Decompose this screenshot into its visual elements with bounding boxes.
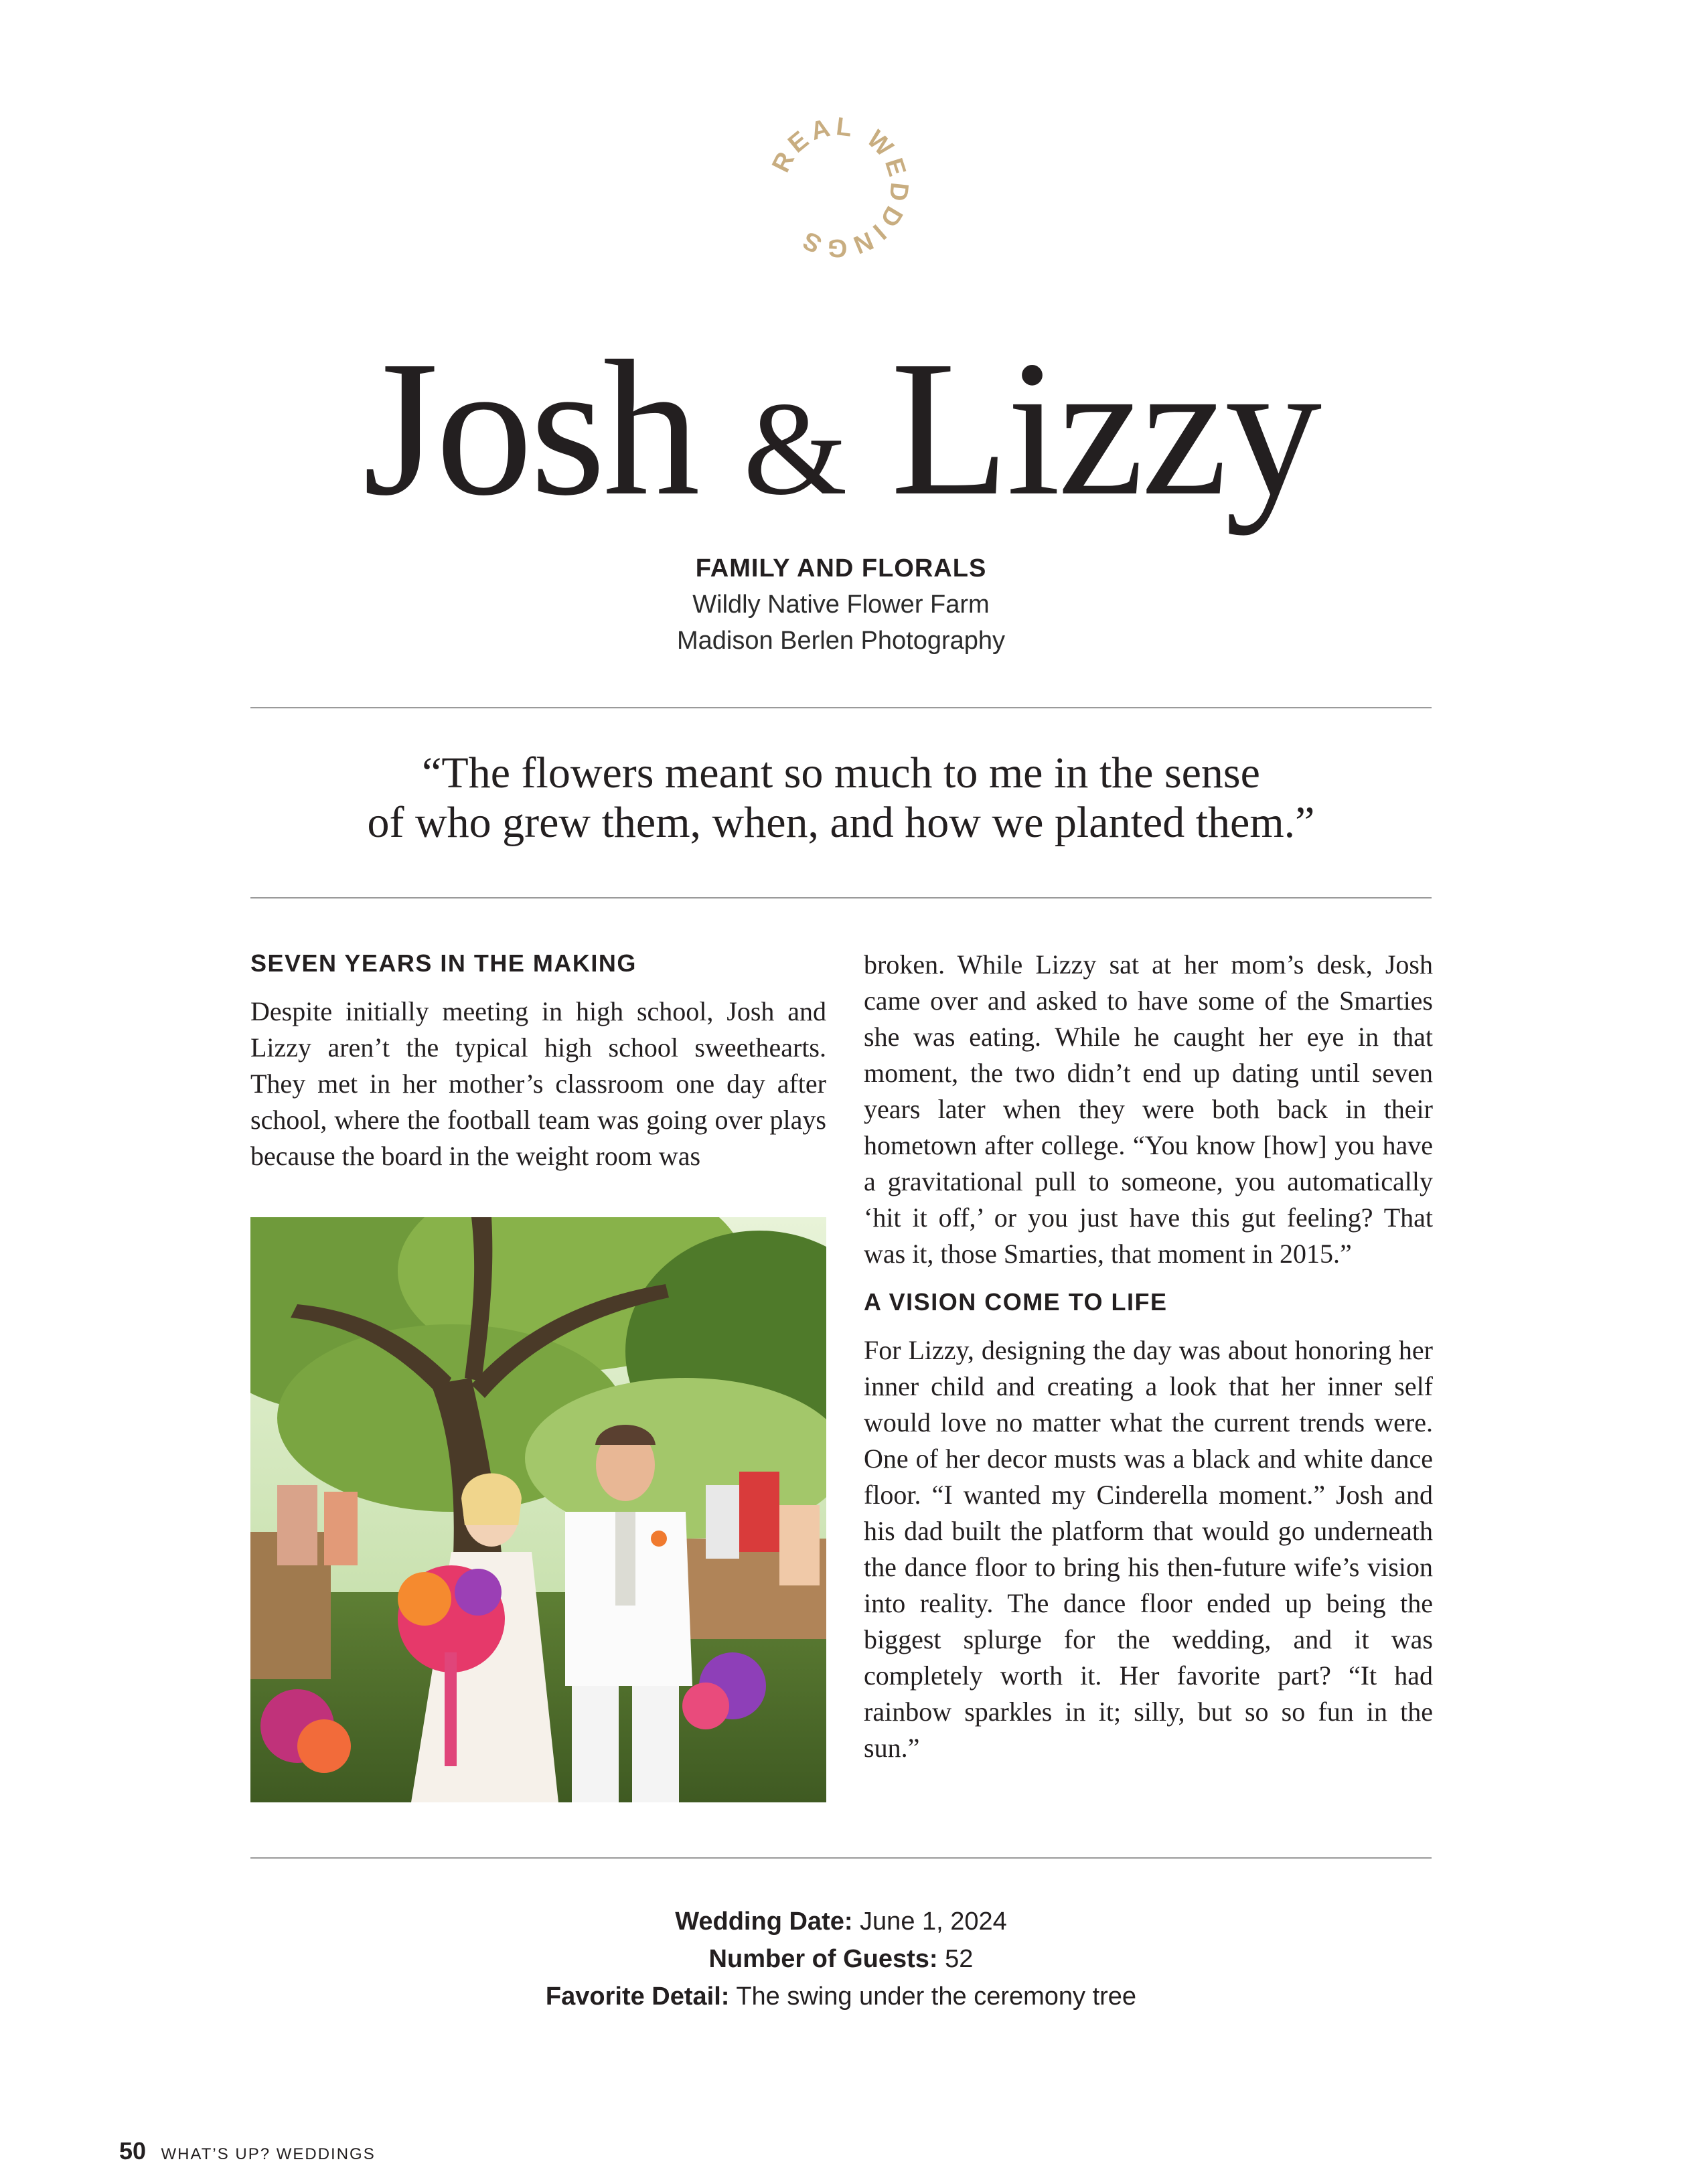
page-footer <box>119 2137 376 2165</box>
article-paragraph-continued: broken. While Lizzy sat at her mom’s desk, Josh came over and asked to have some of the Smarties she was eating. While he caught her eye in that moment, the two didn’t end up dating until seven years later when they were both back in their hometown after college. “You know [how] you have a gravitational pull to someone, you automatically ‘hit it off,’ or you just have this gut feeling? That was it, those Smarties, that moment in 2015.” <box>864 949 1433 1269</box>
fact-wedding-date <box>0 1903 1682 1940</box>
title-name-josh: Josh <box>362 321 698 536</box>
pull-quote-line-1: “The flowers meant so much to me in the sense <box>422 749 1260 797</box>
credit-florist: Wildly Native Flower Farm <box>692 591 990 619</box>
fact-label: Number of Guests: <box>708 1945 938 1973</box>
divider-bottom <box>250 1857 1432 1859</box>
article-column-left <box>250 947 826 1174</box>
credits <box>0 550 1682 659</box>
fact-value: June 1, 2024 <box>860 1907 1007 1936</box>
title-name-lizzy: Lizzy <box>891 321 1320 536</box>
real-weddings-badge <box>758 107 919 268</box>
divider-top <box>250 707 1432 708</box>
divider-quote <box>250 897 1432 899</box>
article-paragraph: For Lizzy, designing the day was about honoring her inner child and creating a look that her inner self would love no matter what the current trends were. One of her decor musts was a black and white dance floor. “I wanted my Cinderella moment.” Josh and his dad built the platform that would go underneath the dance floor to bring his then-future wife’s vision into reality. The dance floor ended up being the biggest splurge for the wedding, and it was completely worth it. Her favorite part? “It had rainbow sparkles in it; silly, but so so fun in the sun.” <box>864 1335 1433 1763</box>
svg-text:REAL WEDDINGS <box>767 112 913 262</box>
fact-value: The swing under the ceremony tree <box>736 1982 1137 2011</box>
fact-label: Favorite Detail: <box>545 1982 730 2011</box>
page-title <box>0 315 1682 563</box>
fact-label: Wedding Date: <box>675 1907 853 1936</box>
article-paragraph: Despite initially meeting in high school, Josh and Lizzy aren’t the typical high school sweethearts. They met in her mother’s classroom one day after school, where the football team was going over plays because the board in the weight room was <box>250 996 826 1171</box>
wedding-facts <box>0 1903 1682 2015</box>
title-ampersand: & <box>743 375 845 523</box>
wedding-couple-photo <box>250 1217 826 1802</box>
credit-photographer: Madison Berlen Photography <box>676 627 1006 655</box>
pull-quote-line-2: of who grew them, when, and how we planted them.” <box>367 798 1315 847</box>
fact-guest-count <box>0 1940 1682 1978</box>
section-heading-vision: A VISION COME TO LIFE <box>864 1288 1168 1316</box>
pull-quote <box>250 749 1432 848</box>
page-number: 50 <box>119 2137 147 2165</box>
fact-value: 52 <box>945 1945 974 1973</box>
article-column-right <box>864 947 1433 1766</box>
section-heading-seven-years: SEVEN YEARS IN THE MAKING <box>250 949 637 977</box>
credits-heading: FAMILY AND FLORALS <box>695 554 987 582</box>
publication-name: WHAT’S UP? WEDDINGS <box>161 2145 376 2163</box>
fact-favorite-detail <box>0 1978 1682 2015</box>
badge-text: REAL WEDDINGS <box>767 112 914 262</box>
